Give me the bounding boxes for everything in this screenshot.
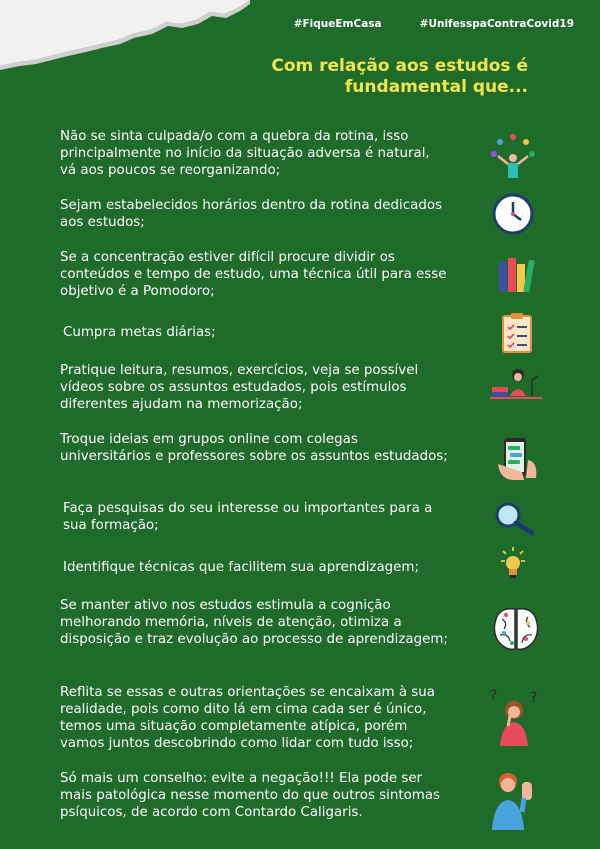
magnifier-icon <box>490 499 538 537</box>
svg-text:?: ? <box>490 688 498 704</box>
hashtags <box>294 18 574 30</box>
brain-icon <box>490 603 542 655</box>
heading-line-1: Com relação aos estudos é <box>271 56 528 76</box>
hashtag-fique-em-casa: #FiqueEmCasa <box>293 18 382 30</box>
tip-item: Não se sinta culpada/o com a quebra da rotina, isso principalmente no início da situação adversa é natural, vá aos poucos se reorganizando; <box>60 129 430 178</box>
page-heading <box>208 56 528 98</box>
thinking-person-icon <box>486 686 544 748</box>
clock-icon <box>491 192 535 236</box>
stop-hand-person-icon <box>488 768 538 830</box>
books-icon <box>493 252 537 296</box>
tip-item: Pratique leitura, resumos, exercícios, veja se possível vídeos sobre os assuntos estudados, pois estímulos diferentes ajudam na memorização; <box>60 363 419 412</box>
phone-chat-icon <box>494 434 544 484</box>
tip-item: Se manter ativo nos estudos estimula a cognição melhorando memória, níveis de atenção, otimiza a disposição e traz evolução ao processo de aprendizagem; <box>60 598 448 647</box>
tip-item: Sejam estabelecidos horários dentro da rotina dedicados aos estudos; <box>60 198 442 230</box>
checklist-icon <box>497 312 537 354</box>
tip-item: Cumpra metas diárias; <box>63 325 216 340</box>
tip-item: Se a concentração estiver difícil procure dividir os conteúdos e tempo de estudo, uma técnica útil para esse objetivo é a Pomodoro; <box>60 250 447 299</box>
studying-person-icon <box>488 362 544 408</box>
tip-item: Faça pesquisas do seu interesse ou importantes para a sua formação; <box>63 501 433 533</box>
svg-text:?: ? <box>530 690 538 706</box>
tip-item: Reflita se essas e outras orientações se encaixam à sua realidade, pois como dito lá em cima cada ser é único, temos uma situação completamente atípica, porém vamos juntos descobrindo como lidar com tudo isso; <box>60 685 435 751</box>
hashtag-unifesspa: #UnifesspaContraCovid19 <box>419 18 574 30</box>
tip-item: Identifique técnicas que facilitem sua aprendizagem; <box>63 560 419 575</box>
lightbulb-icon <box>500 545 526 583</box>
tip-item: Troque ideias em grupos online com colegas universitários e professores sobre os assuntos estudados; <box>60 432 448 464</box>
tip-item: Só mais um conselho: evite a negação!!! Ela pode ser mais patológica nesse momento do que outros sintomas psíquicos, de acordo com Contardo Caligaris. <box>60 771 441 820</box>
juggling-person-icon <box>488 132 538 182</box>
heading-line-2: fundamental que... <box>344 77 528 97</box>
